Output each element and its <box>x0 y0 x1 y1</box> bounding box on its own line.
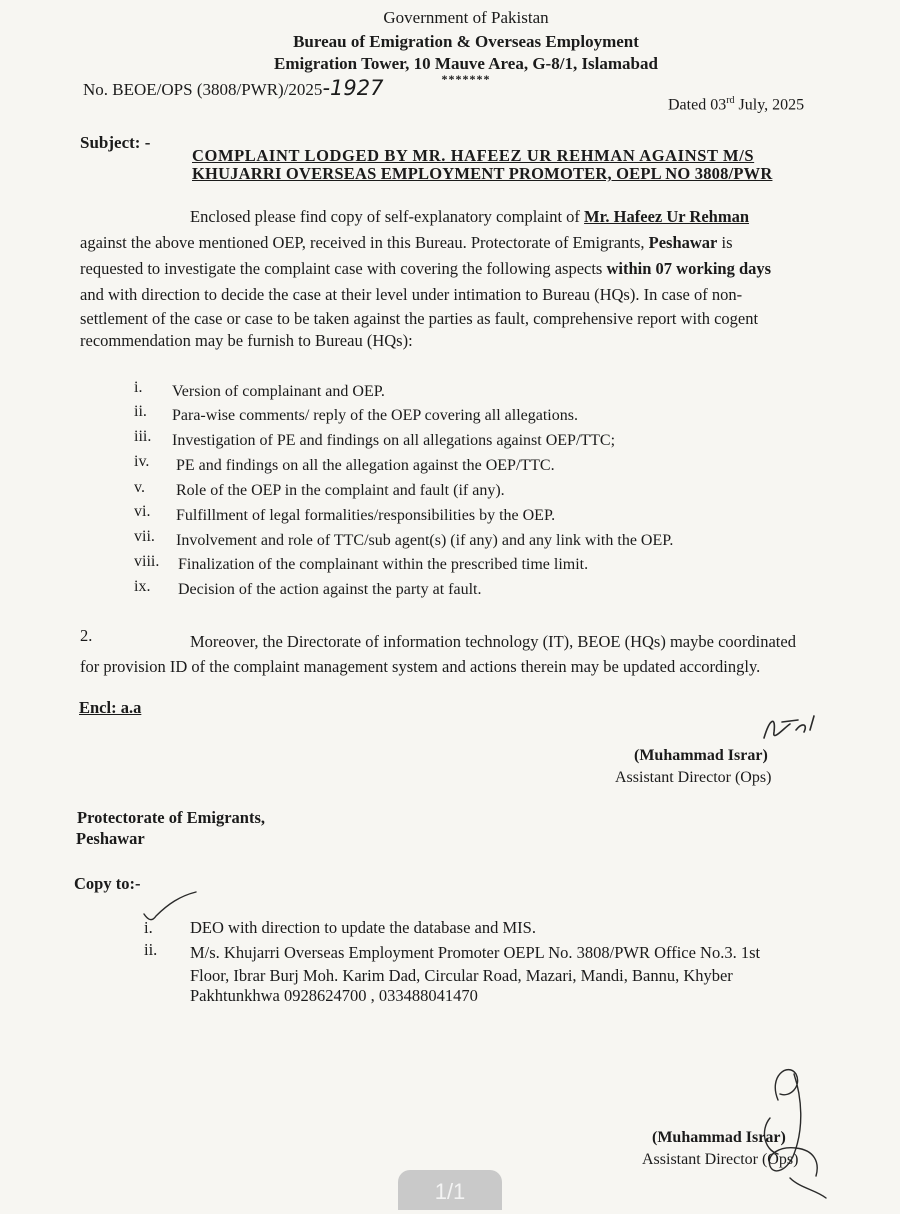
signature-1-title: Assistant Director (Ops) <box>615 769 772 786</box>
complainant-name: Mr. Hafeez Ur Rehman <box>584 207 750 226</box>
list-item: Version of complainant and OEP. <box>172 383 385 400</box>
list-item-number: vi. <box>134 503 151 520</box>
paragraph-text: is <box>717 233 733 252</box>
header-stars: ******* <box>441 72 491 86</box>
paragraph-2-number: 2. <box>80 626 93 645</box>
paragraph-1-line-3 <box>80 259 771 279</box>
list-item: PE and findings on all the allegation against the OEP/TTC. <box>176 457 555 474</box>
paragraph-1-line-4: and with direction to decide the case at their level under intimation to Bureau (HQs). In case of non- <box>80 285 743 304</box>
header-bureau: Bureau of Emigration & Overseas Employment <box>293 32 639 51</box>
signature-2-name: (Muhammad Israr) <box>652 1129 786 1146</box>
paragraph-text: against the above mentioned OEP, received in this Bureau. Protectorate of Emigrants, <box>80 233 649 252</box>
paragraph-1-line-6: recommendation may be furnish to Bureau (HQs): <box>80 331 413 350</box>
paragraph-2-line-2: for provision ID of the complaint management system and actions therein may be updated accordingly. <box>80 657 761 676</box>
paragraph-1-line-2 <box>80 233 733 253</box>
paragraph-1-line-5: settlement of the case or case to be taken against the parties as fault, comprehensive report with cogent <box>80 309 759 328</box>
enclosure-label: Encl: a.a <box>79 698 142 717</box>
deadline-emphasis: within 07 working days <box>606 259 772 278</box>
page-indicator: 1/1 <box>398 1170 502 1210</box>
paragraph-text: requested to investigate the complaint case with covering the following aspects <box>80 259 607 278</box>
paragraph-2-line-1: Moreover, the Directorate of information technology (IT), BEOE (HQs) maybe coordinated <box>190 632 796 651</box>
copy-item-number: i. <box>144 918 153 937</box>
list-item-number: ix. <box>134 578 151 595</box>
addressee-line-1: Protectorate of Emigrants, <box>77 808 266 827</box>
signature-1-scribble <box>758 710 828 750</box>
list-item-number: vii. <box>134 528 155 545</box>
list-item-number: ii. <box>134 403 147 420</box>
list-item-number: v. <box>134 479 145 496</box>
list-item-number: iii. <box>134 428 152 445</box>
signature-1-name: (Muhammad Israr) <box>634 747 768 764</box>
reference-number-printed: No. BEOE/OPS (3808/PWR)/2025 <box>83 80 323 99</box>
list-item-number: viii. <box>134 553 160 570</box>
copy-item-line: DEO with direction to update the database and MIS. <box>190 918 536 937</box>
paragraph-1-line-1 <box>190 207 749 227</box>
signature-2-title: Assistant Director (Ops) <box>642 1151 799 1168</box>
list-item-number: i. <box>134 379 143 396</box>
dated <box>668 95 804 114</box>
copy-item-line: M/s. Khujarri Overseas Employment Promoter OEPL No. 3808/PWR Office No.3. 1st <box>190 943 761 962</box>
subject-line-1: COMPLAINT LODGED BY MR. HAFEEZ UR REHMAN AGAINST M/S <box>192 146 755 165</box>
reference-number-handwritten: -1927 <box>322 76 384 100</box>
copy-to-label: Copy to:- <box>74 874 141 893</box>
list-item: Decision of the action against the party at fault. <box>178 581 482 598</box>
paragraph-text: Enclosed please find copy of self-explanatory complaint of <box>190 207 585 226</box>
paragraph-emphasis: Peshawar <box>648 233 718 252</box>
list-item: Role of the OEP in the complaint and fault (if any). <box>176 482 505 499</box>
copy-item-line: Floor, Ibrar Burj Moh. Karim Dad, Circular Road, Mazari, Mandi, Bannu, Khyber <box>190 966 733 985</box>
header-address: Emigration Tower, 10 Mauve Area, G-8/1, Islamabad <box>274 54 658 73</box>
list-item: Investigation of PE and findings on all allegations against OEP/TTC; <box>172 432 616 449</box>
addressee-line-2: Peshawar <box>76 829 145 848</box>
subject-line-2: KHUJARRI OVERSEAS EMPLOYMENT PROMOTER, OEPL NO 3808/PWR <box>192 164 773 183</box>
subject-label: Subject: - <box>80 133 151 152</box>
list-item: Involvement and role of TTC/sub agent(s) (if any) and any link with the OEP. <box>176 532 674 549</box>
dated-superscript: rd <box>726 95 735 106</box>
dated-prefix: Dated 03 <box>668 96 727 114</box>
header-government: Government of Pakistan <box>383 8 549 27</box>
list-item: Para-wise comments/ reply of the OEP covering all allegations. <box>172 407 578 424</box>
list-item: Fulfillment of legal formalities/responsibilities by the OEP. <box>176 507 556 524</box>
copy-item-number: ii. <box>144 940 158 959</box>
reference-number <box>83 76 383 100</box>
list-item: Finalization of the complainant within the prescribed time limit. <box>178 556 589 573</box>
dated-suffix: July, 2025 <box>734 96 805 114</box>
list-item-number: iv. <box>134 453 150 470</box>
copy-item-line: Pakhtunkhwa 0928624700 , 033488041470 <box>190 986 478 1005</box>
